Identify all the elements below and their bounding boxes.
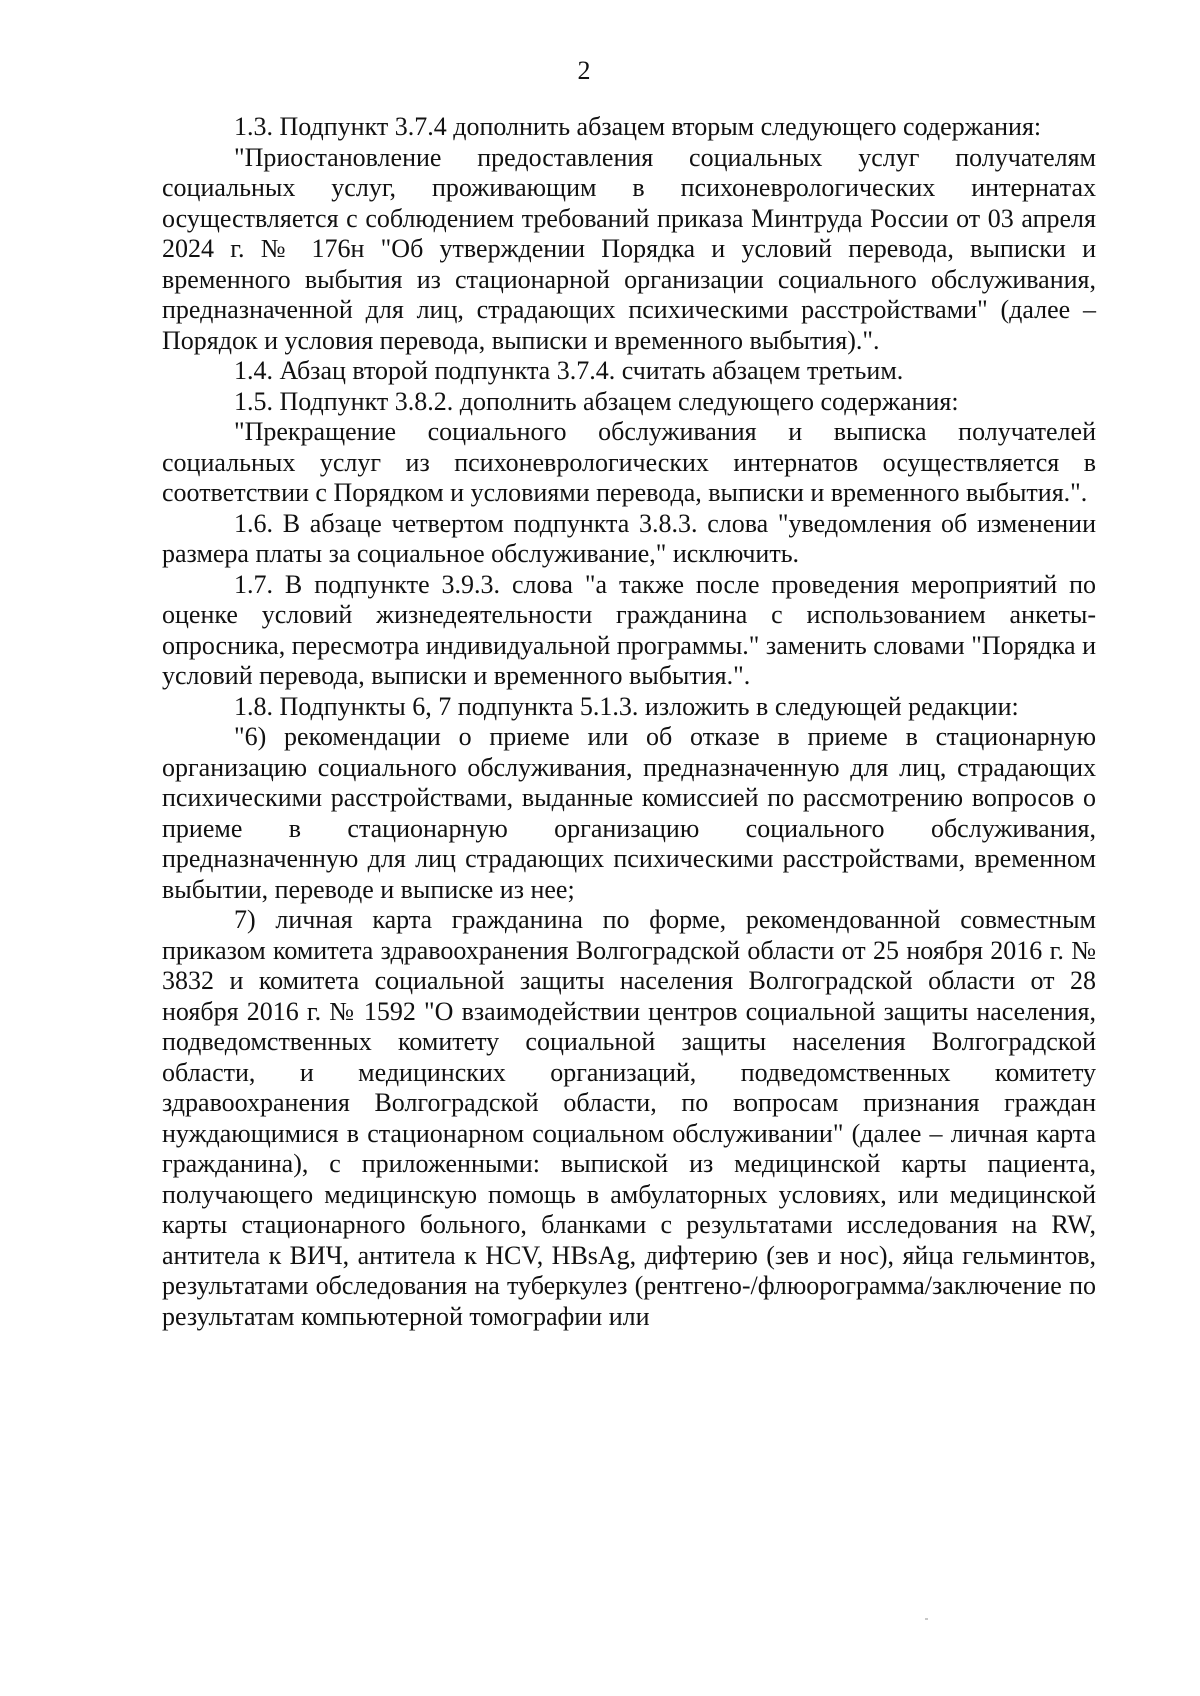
paragraph-1-6: 1.6. В абзаце четвертом подпункта 3.8.3. слова "уведомления об изменении размера платы за социальное обслуживание," исключить. — [162, 508, 1096, 568]
subpoint-7: 7) личная карта гражданина по форме, рекомендованной совместным приказом комитета здравоохранения Волгоградской области от 25 ноября 2016 г. № 3832 и комитета социальной защиты населения Волгоградской области от 28 ноября 2016 г. № 1592 "О взаимодействии центров социальной защиты населения, подведомственных комитету социальной защиты населения Волгоградской области, и медицинских организаций, подведомственных комитету здравоохранения Волгоградской области, по вопросам признания граждан нуждающимися в стационарном социальном обслуживании" (далее – личная карта гражданина), с приложенными: выпиской из медицинской карты пациента, получающего медицинскую помощь в амбулаторных условиях, или медицинской карты стационарного больного, бланками с результатами исследования на RW, антитела к ВИЧ, антитела к HCV, HBsAg, дифтерию (зев и нос), яйца гельминтов, результатами обследования на туберкулез (рентгено-/флюорограмма/заключение по результатам компьютерной томографии или — [162, 905, 1096, 1331]
document-body — [162, 112, 1096, 1332]
paragraph-1-4: 1.4. Абзац второй подпункта 3.7.4. считать абзацем третьим. — [234, 356, 904, 385]
paragraph-1-3: 1.3. Подпункт 3.7.4 дополнить абзацем вторым следующего содержания: — [234, 112, 1042, 141]
paragraph-1-7: 1.7. В подпункте 3.9.3. слова "а также после проведения мероприятий по оценке условий жизнедеятельности гражданина с использованием анкеты-опросника, пересмотра индивидуальной программы." заменить словами "Порядка и условий перевода, выписки и временного выбытия.". — [162, 569, 1096, 690]
quote-termination-of-service: "Прекращение социального обслуживания и выписка получателей социальных услуг из психоневрологических интернатов осуществляется в соответствии с Порядком и условиями перевода, выписки и временного выбытия.". — [162, 417, 1096, 507]
paragraph-1-8: 1.8. Подпункты 6, 7 подпункта 5.1.3. изложить в следующей редакции: — [234, 691, 1019, 721]
scan-speck — [925, 1618, 928, 1620]
paragraph-1-5: 1.5. Подпункт 3.8.2. дополнить абзацем следующего содержания: — [234, 386, 959, 416]
page-number: 2 — [577, 56, 591, 85]
quote-suspension-of-services: "Приостановление предоставления социальных услуг получателям социальных услуг, проживающим в психоневрологических интернатах осуществляется с соблюдением требований приказа Минтруда России от 03 апреля 2024 г. № 176н "Об утверждении Порядка и условий перевода, выписки и временного выбытия из стационарной организации социального обслуживания, предназначенной для лиц, страдающих психическими расстройствами" (далее – Порядок и условия перевода, выписки и временного выбытия).". — [162, 142, 1096, 355]
subpoint-6: "6) рекомендации о приеме или об отказе в приеме в стационарную организацию социального обслуживания, предназначенную для лиц, страдающих психическими расстройствами, выданные комиссией по рассмотрению вопросов о приеме в стационарную организацию социального обслуживания, предназначенную для лиц страдающих психическими расстройствами, временном выбытии, переводе и выписке из нее; — [162, 722, 1096, 904]
